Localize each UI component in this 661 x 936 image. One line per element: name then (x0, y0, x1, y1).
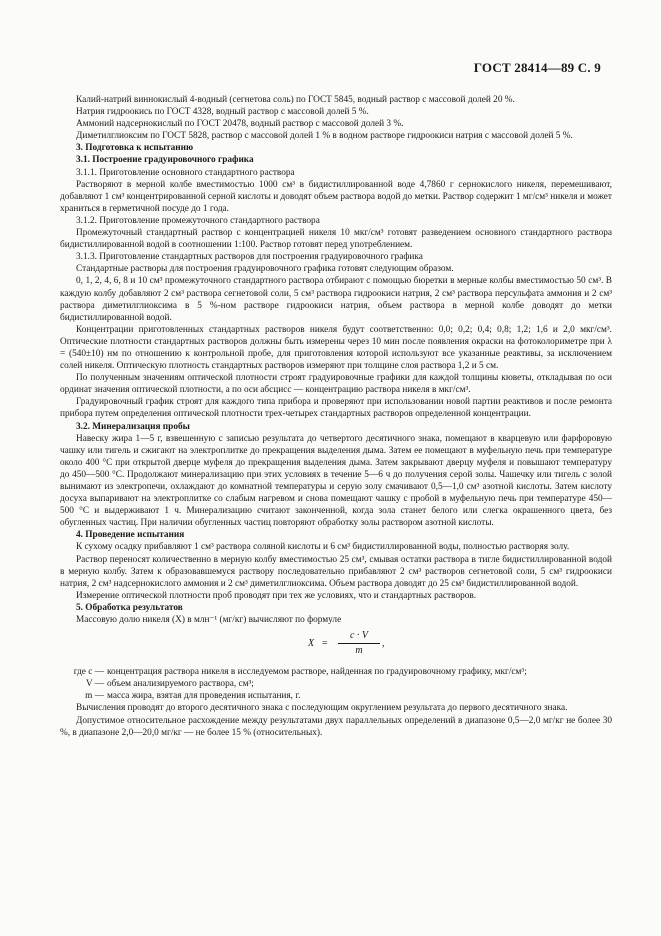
reagent-item: Аммоний надсернокислый по ГОСТ 20478, водный раствор с массовой долей 3 %. (76, 119, 404, 130)
reagent-item: Натрия гидроокись по ГОСТ 4328, водный раствор с массовой долей 5 %. (76, 107, 369, 118)
formula-tail: , (382, 638, 385, 650)
subsection-heading: 3.1.3. Приготовление стандартных растворов для построения градуировочного графика (76, 252, 423, 263)
section-heading: 3. Подготовка к испытанию (76, 143, 194, 154)
section-heading: 5. Обработка результатов (76, 602, 183, 613)
paragraph: Концентрации приготовленных стандартных растворов никеля будут соответственно: 0,0; 0,2; 0,4; 0,8; 1,2; 1,6 и 2,0 мкг/см³. Оптические плотности стандартных растворов должны быть измерены через 10 мин после появления окраски на фотоколориметре при λ = (540±10) нм по отношению к контрольной пробе, для приготовления которой используют все указанные реактивы, за исключением солей никеля. Оптическую плотность стандартных растворов измеряют при толщине слоя раствора 1,2 и 5 см. (60, 324, 612, 372)
formula-denominator: m (355, 645, 363, 657)
reagent-item: Калий-натрий виннокислый 4-водный (сегнетова соль) по ГОСТ 5845, водный раствор с массовой долей 20 %. (76, 95, 515, 105)
paragraph: Раствор переносят количественно в мерную колбу вместимостью 25 см³, смывая остатки раствора в тигле бидистиллированной водой в мерную колбу. Затем к образовавшемуся раствору последовательно прибавляют 2 см³ растворов сегнетовой соли, 5 см³ гидроокиси натрия, 2 см³ надсернокислого аммония и 2 см³ диметилглиоксима. Объем раствора доводят до 25 см³ бидистиллированной водой. (60, 554, 612, 589)
variable-definitions (60, 666, 612, 702)
paragraph: К сухому осадку прибавляют 1 см³ раствора соляной кислоты и 6 см³ бидистиллированной воды, полностью растворяя золу. (76, 542, 570, 553)
paragraph: Градуировочный график строят для каждого типа прибора и проверяют при использовании новой партии реактивов и после ремонта прибора путем определения оптической плотности трех-четырех стандартных растворов определенной концентрации. (60, 397, 612, 420)
subsection-heading: 3.1.1. Приготовление основного стандартного раствора (76, 167, 295, 178)
paragraph: Массовую долю никеля (X) в млн⁻¹ (мг/кг) вычисляют по формуле (76, 615, 342, 626)
formula-fraction (338, 630, 380, 657)
variable-symbol: где c — (73, 667, 104, 678)
paragraph: 0, 1, 2, 4, 6, 8 и 10 см³ промежуточного стандартного раствора отбирают с помощью бюретки в мерные колбы вместимостью 50 см³. В каждую колбу добавляют 2 см³ раствора сегнетовой соли, 5 см³ раствора гидроокиси натрия, 2 см³ раствора персульфата аммония и 2 см³ раствора диметилглиоксима в 5 %-ном растворе гидроокиси натрия, объем раствора в мерной колбе доводят до метки бидистиллированной водой. (60, 276, 612, 323)
formula-numerator: c · V (338, 630, 380, 644)
paragraph: Стандартные растворы для построения градуировочного графика готовят следующим образом. (76, 264, 454, 275)
formula-equals: = (322, 638, 328, 650)
paragraph: Растворяют в мерной колбе вместимостью 1000 см³ в бидистиллированной воде 4,7860 г сернокислого никеля, перемешивают, добавляют 1 см³ концентрированной серной кислоты и доводят объем раствора водой до метки. Раствор содержит 1 мг/см³ никеля и может храниться в герметичной посуде до 1 года. (60, 179, 612, 214)
formula (60, 630, 612, 660)
variable-row (60, 690, 612, 702)
variable-symbol: V — (85, 679, 104, 690)
paragraph: Вычисления проводят до второго десятичного знака с последующим округлением результата до первого десятичного знака. (76, 703, 568, 714)
subsection-heading: 3.2. Минерализация пробы (76, 421, 190, 432)
paragraph: Допустимое относительное расхождение между результатами двух параллельных определений в диапазоне 0,5—2,0 мг/кг не более 30 %, в диапазоне 2,0—20,0 мг/кг — не более 15 % (относительных). (60, 715, 612, 738)
variable-description: масса жира, взятая для проведения испытания, г. (107, 691, 301, 702)
variable-row (60, 666, 612, 678)
page-header: ГОСТ 28414—89 С. 9 (473, 60, 601, 75)
variable-symbol: m — (85, 691, 104, 702)
subsection-heading: 3.1. Построение градуировочного графика (76, 155, 254, 166)
subsection-heading: 3.1.2. Приготовление промежуточного стандартного раствора (76, 215, 320, 226)
formula-lhs: X (308, 638, 315, 650)
paragraph: Промежуточный стандартный раствор с концентрацией никеля 10 мкг/см³ готовят разведением основного стандартного раствора бидистиллированной водой в соотношении 1:100. Раствор готовят перед употреблением. (60, 228, 612, 251)
section-heading: 4. Проведение испытания (76, 530, 185, 541)
reagent-item: Диметилглиоксим по ГОСТ 5828, раствор с массовой долей 1 % в водном растворе гидроокиси натрия с массовой долей 5 %. (76, 131, 573, 142)
document-body (60, 94, 612, 739)
paragraph: Навеску жира 1—5 г, взвешенную с записью результата до четвертого десятичного знака, помещают в кварцевую или фарфоровую чашку или тигель и сжигают на электроплитке до прекращения выделения дыма. Затем ее помещают в муфельную печь при температуре около 400 °С при открытой дверце муфеля до прекращения выделения дыма. Затем закрывают дверцу муфеля и повышают температуру до 450—500 °С. Продолжают минерализацию при этих условиях в течение 5—6 ч до получения серой золы. Чашечку или тигель с золой вынимают из электропечи, охлаждают до комнатной температуры и серую золу смачивают 0,5—1,0 см³ азотной кислоты. Затем кислоту досуха выпаривают на электроплитке со слабым нагревом и снова помещают чашку с пробой в муфельную печь при температуре 450—500 °С и выдерживают 1 ч. Минерализацию считают законченной, когда зола станет белого или слегка окрашенного цвета, без обугленных частиц. При наличии обугленных частиц повторяют обработку золы раствором азотной кислоты. (60, 433, 612, 529)
variable-row (60, 678, 612, 690)
variable-description: концентрация раствора никеля в исследуемом растворе, найденная по градуировочному графику, мкг/см³; (107, 667, 527, 678)
paragraph: По полученным значениям оптической плотности строят градуировочные графики для каждой толщины кюветы, откладывая по оси ординат значения оптической плотности, а по оси абсцисс — концентрацию раствора никеля в мкг/см³. (60, 373, 612, 396)
variable-description: объем анализируемого раствора, см³; (107, 679, 254, 690)
paragraph: Измерение оптической плотности проб проводят при тех же условиях, что и стандартных растворов. (76, 590, 477, 601)
